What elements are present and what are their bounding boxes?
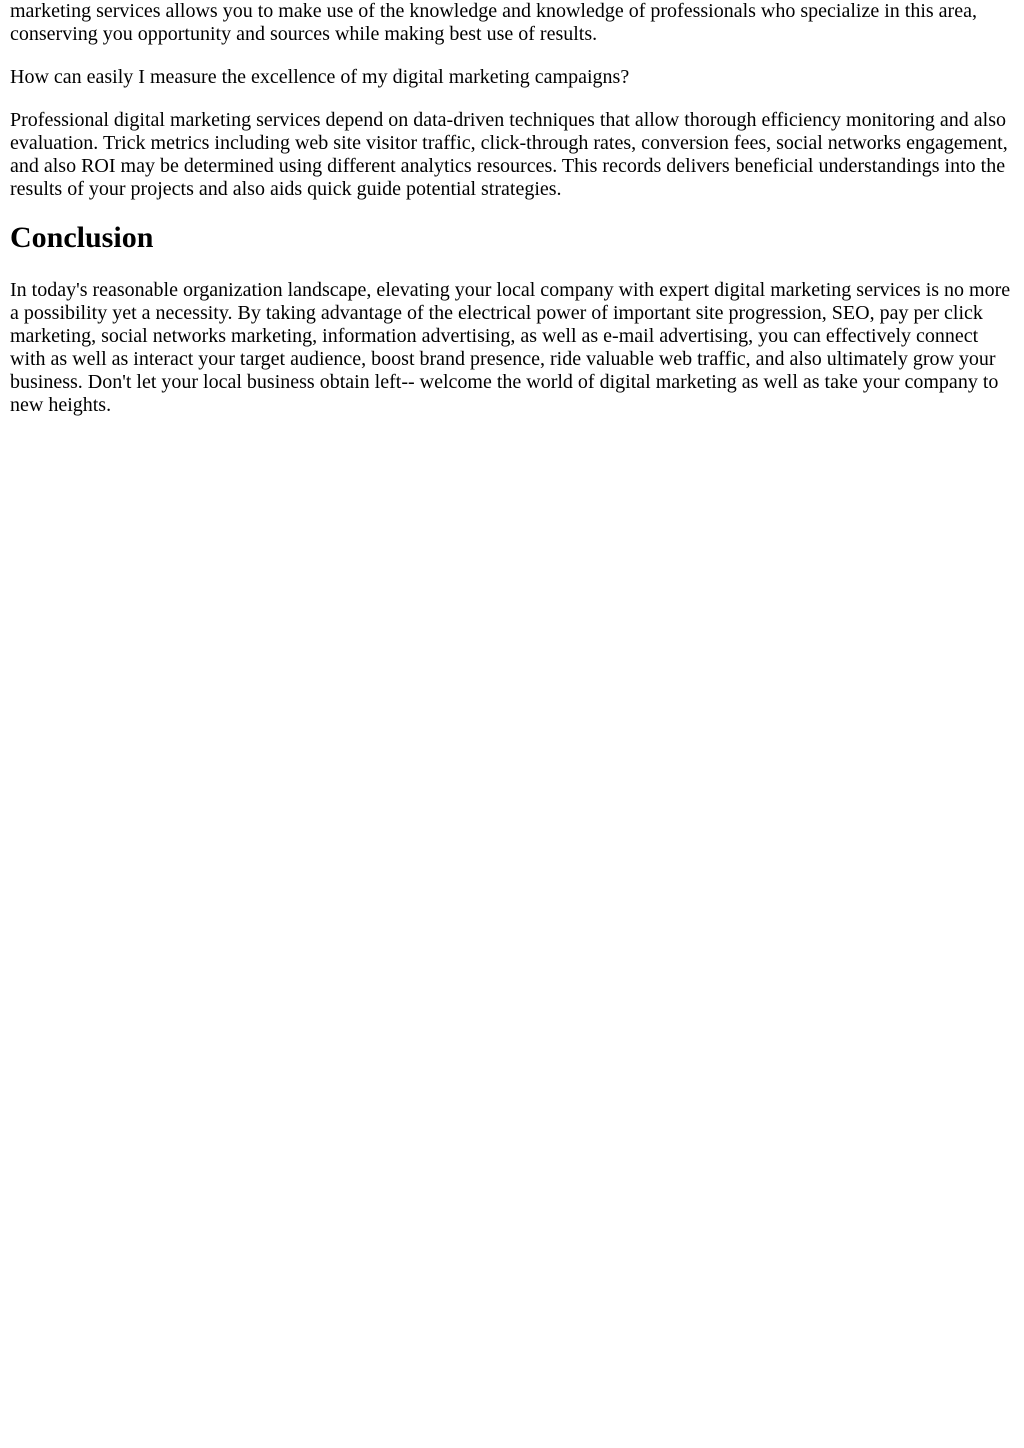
body-paragraph: marketing services allows you to make use of the knowledge and knowledge of professionals who specialize in this area, conserving you opportunity and sources while making best use of results. [10,0,977,45]
faq-question: How can easily I measure the excellence of my digital marketing campaigns? [10,66,630,88]
faq-answer: Professional digital marketing services depend on data-driven techniques that allow thorough efficiency monitoring and also evaluation. Trick metrics including web site visitor traffic, click-through rates, conversion fees, social networks engagement, and also ROI may be determined using different analytics resources. This records delivers beneficial understandings into the results of your projects and also aids quick guide potential strategies. [10,109,1008,200]
section-heading-conclusion: Conclusion [10,221,154,254]
article-body [10,0,1012,437]
conclusion-paragraph: In today's reasonable organization landscape, elevating your local company with expert digital marketing services is no more a possibility yet a necessity. By taking advantage of the electrical power of important site progression, SEO, pay per click marketing, social networks marketing, information advertising, as well as e-mail advertising, you can effectively connect with as well as interact your target audience, boost brand presence, ride valuable web traffic, and also ultimately grow your business. Don't let your local business obtain left-- welcome the world of digital marketing as well as take your company to new heights. [10,279,1011,416]
